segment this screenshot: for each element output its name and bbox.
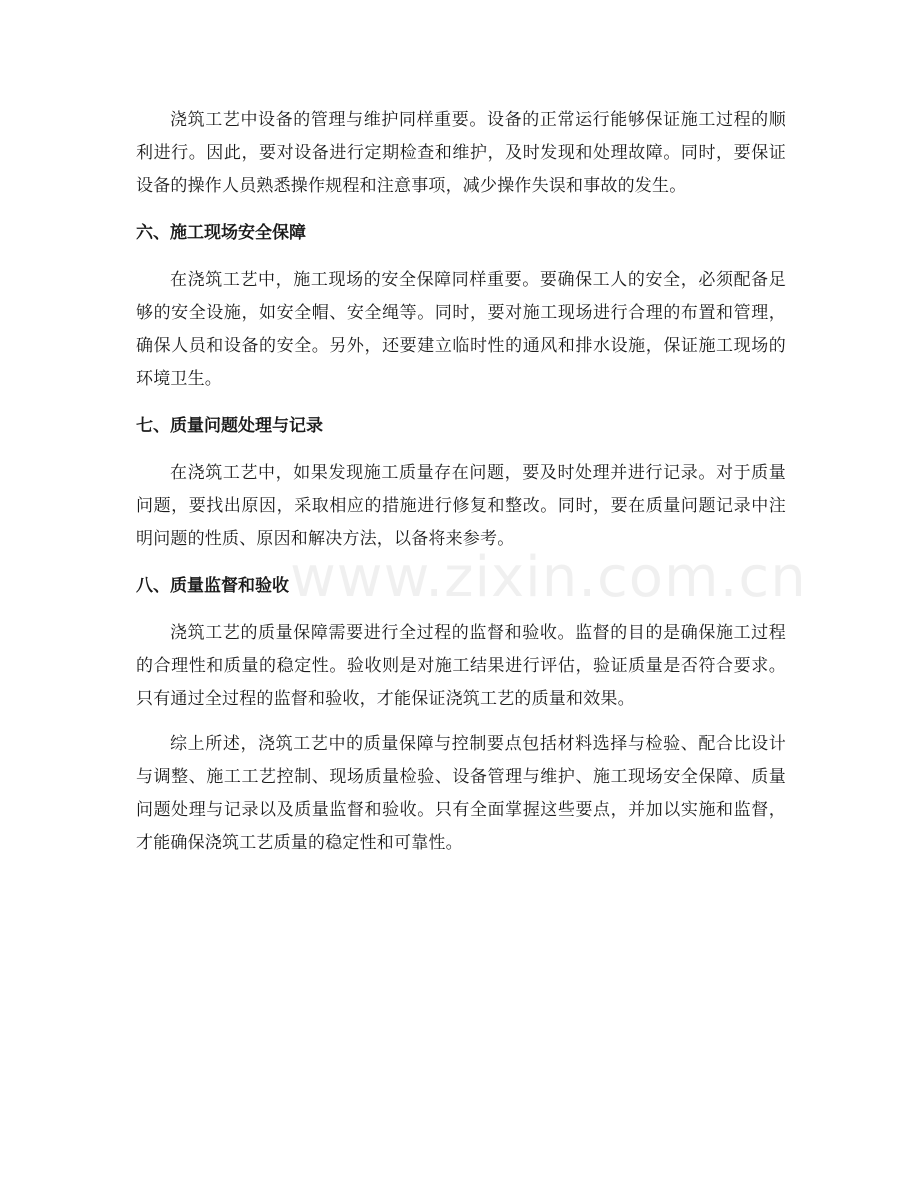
heading-supervision: 八、质量监督和验收 [136,576,289,596]
paragraph-quality-issues: 在浇筑工艺中，如果发现施工质量存在问题，要及时处理并进行记录。对于质量问题，要找出原因，采取相应的措施进行修复和整改。同时，要在质量问题记录中注明问题的性质、原因和解决方法，以备将来参考。 [136,463,786,549]
paragraph-supervision: 浇筑工艺的质量保障需要进行全过程的监督和验收。监督的目的是确保施工过程的合理性和质量的稳定性。验收则是对施工结果进行评估，验证质量是否符合要求。只有通过全过程的监督和验收，才能保证浇筑工艺的质量和效果。 [136,623,786,709]
paragraph-equipment: 浇筑工艺中设备的管理与维护同样重要。设备的正常运行能够保证施工过程的顺利进行。因此，要对设备进行定期检查和维护，及时发现和处理故障。同时，要保证设备的操作人员熟悉操作规程和注意事项，减少操作失误和事故的发生。 [136,110,786,196]
watermark-text: www.zixin.com.cn [290,545,807,610]
heading-site-safety: 六、施工现场安全保障 [136,223,306,243]
heading-quality-issues: 七、质量问题处理与记录 [136,416,323,436]
paragraph-summary: 综上所述，浇筑工艺中的质量保障与控制要点包括材料选择与检验、配合比设计与调整、施工工艺控制、现场质量检验、设备管理与维护、施工现场安全保障、质量问题处理与记录以及质量监督和验收。只有全面掌握这些要点，并加以实施和监督，才能确保浇筑工艺质量的稳定性和可靠性。 [136,734,786,853]
paragraph-site-safety: 在浇筑工艺中，施工现场的安全保障同样重要。要确保工人的安全，必须配备足够的安全设施，如安全帽、安全绳等。同时，要对施工现场进行合理的布置和管理，确保人员和设备的安全。另外，还要建立临时性的通风和排水设施，保证施工现场的环境卫生。 [136,270,786,389]
document-body [136,104,786,872]
